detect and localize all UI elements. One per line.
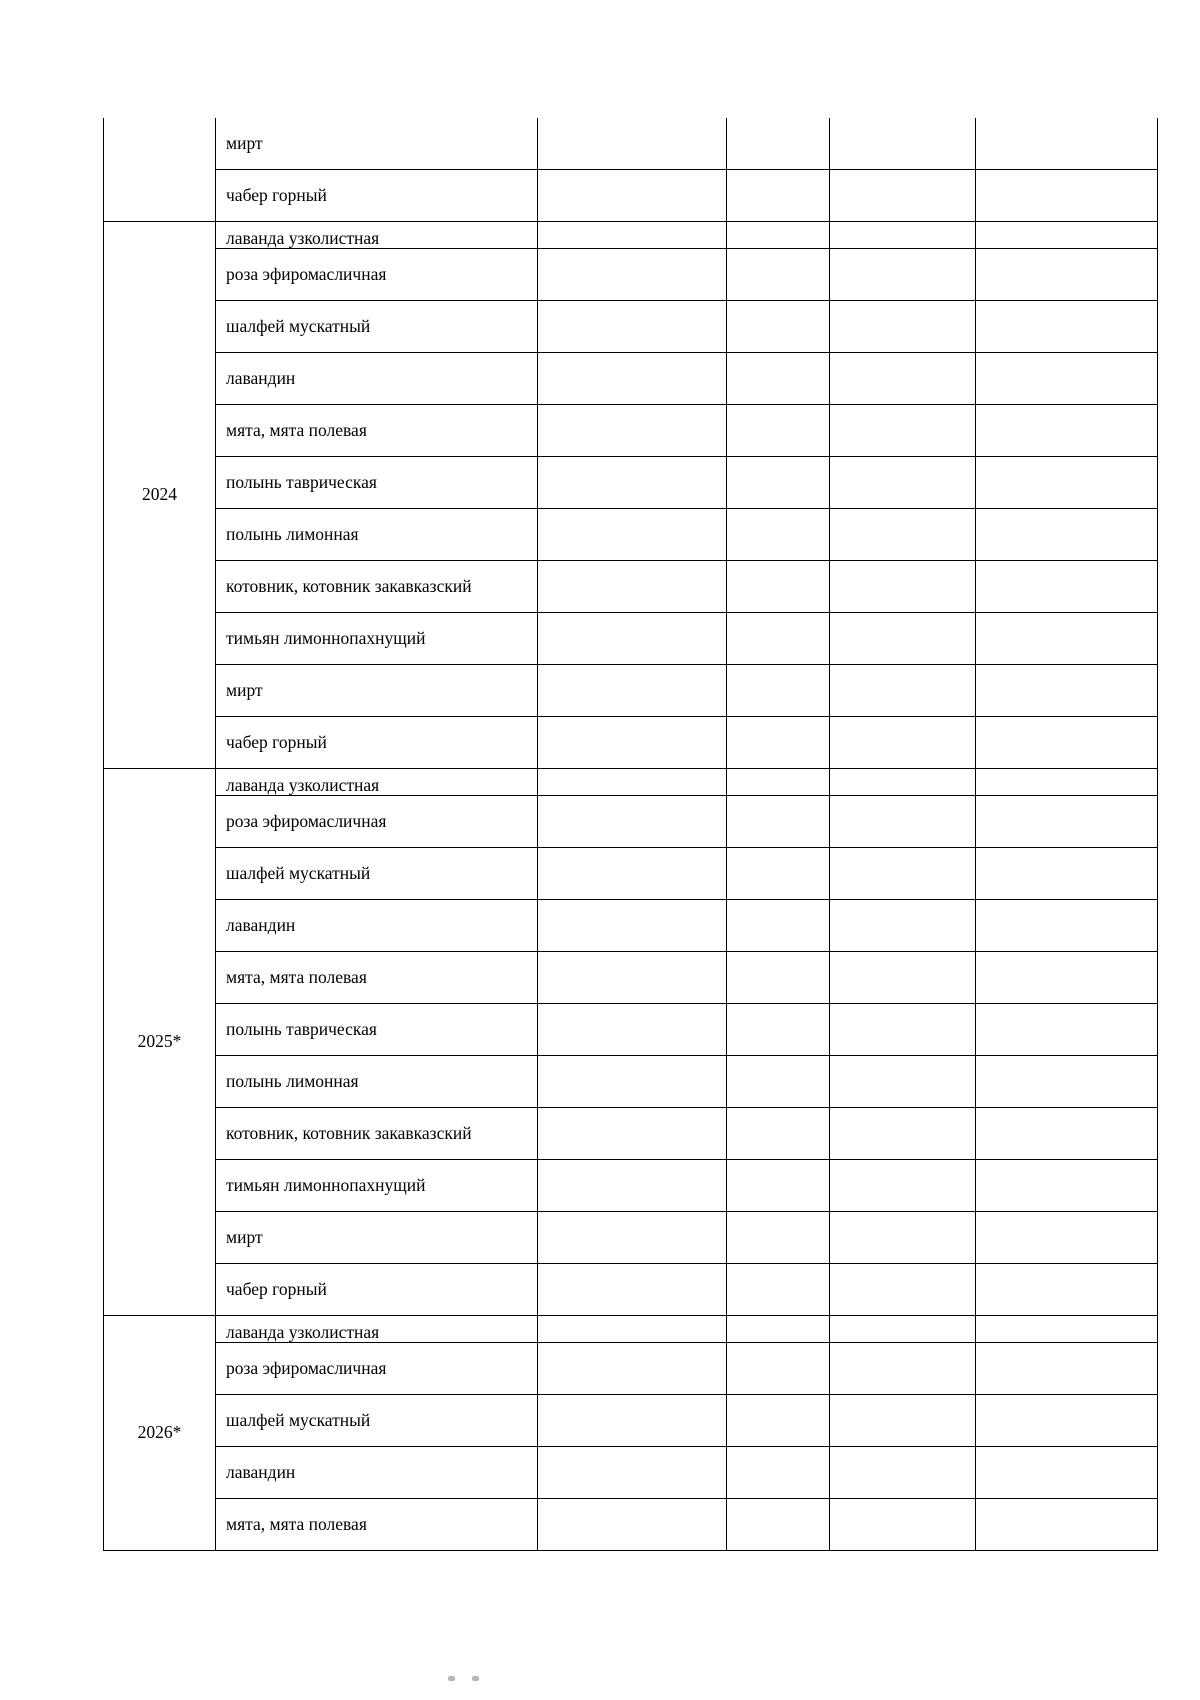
empty-value-cell: [830, 952, 976, 1004]
empty-value-cell: [976, 222, 1158, 249]
crop-name-cell: мирт: [216, 665, 538, 717]
empty-value-cell: [830, 301, 976, 353]
empty-value-cell: [976, 717, 1158, 769]
empty-value-cell: [727, 1395, 830, 1447]
empty-value-cell: [538, 613, 727, 665]
empty-value-cell: [976, 769, 1158, 796]
crop-name-cell: чабер горный: [216, 170, 538, 222]
empty-value-cell: [976, 1160, 1158, 1212]
empty-value-cell: [727, 1212, 830, 1264]
empty-value-cell: [538, 1316, 727, 1343]
empty-value-cell: [538, 900, 727, 952]
table-row: [104, 1160, 1158, 1212]
empty-value-cell: [830, 1316, 976, 1343]
crop-name-cell: роза эфиромасличная: [216, 1343, 538, 1395]
empty-value-cell: [976, 1056, 1158, 1108]
table-row: [104, 1212, 1158, 1264]
table-row: [104, 900, 1158, 952]
empty-value-cell: [538, 405, 727, 457]
empty-value-cell: [538, 509, 727, 561]
crop-name-cell: мята, мята полевая: [216, 1499, 538, 1551]
empty-value-cell: [976, 900, 1158, 952]
empty-value-cell: [538, 170, 727, 222]
empty-value-cell: [538, 796, 727, 848]
empty-value-cell: [976, 1395, 1158, 1447]
crop-name-cell: роза эфиромасличная: [216, 249, 538, 301]
table-row: [104, 1056, 1158, 1108]
empty-value-cell: [727, 405, 830, 457]
table-row: [104, 1316, 1158, 1343]
empty-value-cell: [538, 561, 727, 613]
empty-value-cell: [538, 769, 727, 796]
empty-value-cell: [830, 1499, 976, 1551]
empty-value-cell: [727, 249, 830, 301]
empty-value-cell: [538, 1395, 727, 1447]
empty-value-cell: [976, 1343, 1158, 1395]
empty-value-cell: [830, 769, 976, 796]
table-row: [104, 848, 1158, 900]
table-row: [104, 1343, 1158, 1395]
empty-value-cell: [727, 796, 830, 848]
crop-name-cell: шалфей мускатный: [216, 848, 538, 900]
table-row: [104, 405, 1158, 457]
empty-value-cell: [830, 717, 976, 769]
table-row: [104, 561, 1158, 613]
table-row: [104, 222, 1158, 249]
table-row: [104, 170, 1158, 222]
empty-value-cell: [830, 1212, 976, 1264]
crop-name-cell: мята, мята полевая: [216, 405, 538, 457]
empty-value-cell: [538, 222, 727, 249]
crop-name-cell: роза эфиромасличная: [216, 796, 538, 848]
empty-value-cell: [976, 1447, 1158, 1499]
empty-value-cell: [976, 952, 1158, 1004]
empty-value-cell: [538, 249, 727, 301]
table-row: [104, 1108, 1158, 1160]
empty-value-cell: [976, 665, 1158, 717]
empty-value-cell: [830, 1108, 976, 1160]
empty-value-cell: [830, 1056, 976, 1108]
crop-name-cell: котовник, котовник закавказский: [216, 561, 538, 613]
crop-name-cell: лавандин: [216, 900, 538, 952]
crop-name-cell: шалфей мускатный: [216, 1395, 538, 1447]
table-row: [104, 1499, 1158, 1551]
empty-value-cell: [727, 1056, 830, 1108]
empty-value-cell: [976, 301, 1158, 353]
table-row: [104, 509, 1158, 561]
empty-value-cell: [538, 1343, 727, 1395]
empty-value-cell: [727, 561, 830, 613]
crop-name-cell: шалфей мускатный: [216, 301, 538, 353]
table-row: [104, 457, 1158, 509]
empty-value-cell: [976, 848, 1158, 900]
crop-table: [103, 118, 1158, 1551]
empty-value-cell: [976, 457, 1158, 509]
empty-value-cell: [976, 796, 1158, 848]
crop-name-cell: мирт: [216, 118, 538, 170]
empty-value-cell: [727, 1160, 830, 1212]
crop-name-cell: полынь лимонная: [216, 1056, 538, 1108]
empty-value-cell: [538, 848, 727, 900]
empty-value-cell: [830, 249, 976, 301]
empty-value-cell: [830, 405, 976, 457]
empty-value-cell: [727, 1499, 830, 1551]
table-row: [104, 769, 1158, 796]
empty-value-cell: [976, 1108, 1158, 1160]
table-row: [104, 952, 1158, 1004]
table-row: [104, 1004, 1158, 1056]
empty-value-cell: [727, 457, 830, 509]
scan-mark: [448, 1676, 488, 1682]
crop-name-cell: мирт: [216, 1212, 538, 1264]
table-row: [104, 796, 1158, 848]
empty-value-cell: [538, 1160, 727, 1212]
empty-value-cell: [727, 222, 830, 249]
empty-value-cell: [830, 353, 976, 405]
empty-value-cell: [830, 509, 976, 561]
empty-value-cell: [538, 118, 727, 170]
crop-name-cell: чабер горный: [216, 717, 538, 769]
empty-value-cell: [727, 1108, 830, 1160]
empty-value-cell: [976, 509, 1158, 561]
empty-value-cell: [727, 170, 830, 222]
table-row: [104, 1395, 1158, 1447]
empty-value-cell: [976, 561, 1158, 613]
empty-value-cell: [830, 796, 976, 848]
empty-value-cell: [727, 1316, 830, 1343]
crop-name-cell: тимьян лимоннопахнущий: [216, 1160, 538, 1212]
empty-value-cell: [976, 1316, 1158, 1343]
empty-value-cell: [976, 613, 1158, 665]
empty-value-cell: [538, 353, 727, 405]
empty-value-cell: [727, 848, 830, 900]
empty-value-cell: [727, 118, 830, 170]
crop-name-cell: чабер горный: [216, 1264, 538, 1316]
crop-name-cell: котовник, котовник закавказский: [216, 1108, 538, 1160]
crop-name-cell: лаванда узколистная: [216, 1316, 538, 1343]
table-row: [104, 1447, 1158, 1499]
empty-value-cell: [727, 301, 830, 353]
empty-value-cell: [976, 1004, 1158, 1056]
empty-value-cell: [976, 1264, 1158, 1316]
empty-value-cell: [830, 457, 976, 509]
empty-value-cell: [830, 1395, 976, 1447]
empty-value-cell: [830, 118, 976, 170]
table-row: [104, 301, 1158, 353]
empty-value-cell: [727, 1447, 830, 1499]
empty-value-cell: [830, 561, 976, 613]
empty-value-cell: [976, 405, 1158, 457]
table-row: [104, 249, 1158, 301]
table-row: [104, 1264, 1158, 1316]
empty-value-cell: [976, 249, 1158, 301]
crop-name-cell: полынь таврическая: [216, 1004, 538, 1056]
empty-value-cell: [538, 1212, 727, 1264]
empty-value-cell: [727, 900, 830, 952]
empty-value-cell: [830, 1447, 976, 1499]
empty-value-cell: [538, 1108, 727, 1160]
empty-value-cell: [830, 1264, 976, 1316]
year-cell: 2024: [104, 222, 216, 769]
empty-value-cell: [830, 665, 976, 717]
crop-name-cell: полынь лимонная: [216, 509, 538, 561]
empty-value-cell: [976, 353, 1158, 405]
crop-name-cell: лаванда узколистная: [216, 222, 538, 249]
table-row: [104, 118, 1158, 170]
table-body: [104, 118, 1158, 1551]
table-row: [104, 717, 1158, 769]
empty-value-cell: [976, 1499, 1158, 1551]
crop-name-cell: тимьян лимоннопахнущий: [216, 613, 538, 665]
empty-value-cell: [727, 952, 830, 1004]
table-row: [104, 665, 1158, 717]
empty-value-cell: [727, 717, 830, 769]
empty-value-cell: [727, 769, 830, 796]
empty-value-cell: [538, 301, 727, 353]
empty-value-cell: [830, 170, 976, 222]
crop-name-cell: мята, мята полевая: [216, 952, 538, 1004]
crop-name-cell: лавандин: [216, 353, 538, 405]
empty-value-cell: [830, 900, 976, 952]
empty-value-cell: [976, 170, 1158, 222]
empty-value-cell: [538, 457, 727, 509]
empty-value-cell: [727, 613, 830, 665]
empty-value-cell: [727, 509, 830, 561]
empty-value-cell: [727, 1004, 830, 1056]
empty-value-cell: [538, 1499, 727, 1551]
crop-name-cell: лаванда узколистная: [216, 769, 538, 796]
empty-value-cell: [830, 1343, 976, 1395]
empty-value-cell: [976, 1212, 1158, 1264]
empty-value-cell: [538, 1447, 727, 1499]
empty-value-cell: [830, 848, 976, 900]
empty-value-cell: [976, 118, 1158, 170]
empty-value-cell: [727, 353, 830, 405]
empty-value-cell: [830, 1004, 976, 1056]
empty-value-cell: [830, 222, 976, 249]
table-row: [104, 353, 1158, 405]
crop-name-cell: полынь таврическая: [216, 457, 538, 509]
empty-value-cell: [538, 1004, 727, 1056]
year-cell: 2026*: [104, 1316, 216, 1551]
crop-name-cell: лавандин: [216, 1447, 538, 1499]
empty-value-cell: [727, 1343, 830, 1395]
empty-value-cell: [727, 1264, 830, 1316]
empty-value-cell: [538, 952, 727, 1004]
empty-value-cell: [538, 1264, 727, 1316]
empty-value-cell: [727, 665, 830, 717]
empty-value-cell: [830, 613, 976, 665]
year-cell: 2025*: [104, 769, 216, 1316]
empty-value-cell: [830, 1160, 976, 1212]
empty-value-cell: [538, 717, 727, 769]
table-row: [104, 613, 1158, 665]
empty-value-cell: [538, 1056, 727, 1108]
empty-value-cell: [538, 665, 727, 717]
year-cell: [104, 118, 216, 222]
